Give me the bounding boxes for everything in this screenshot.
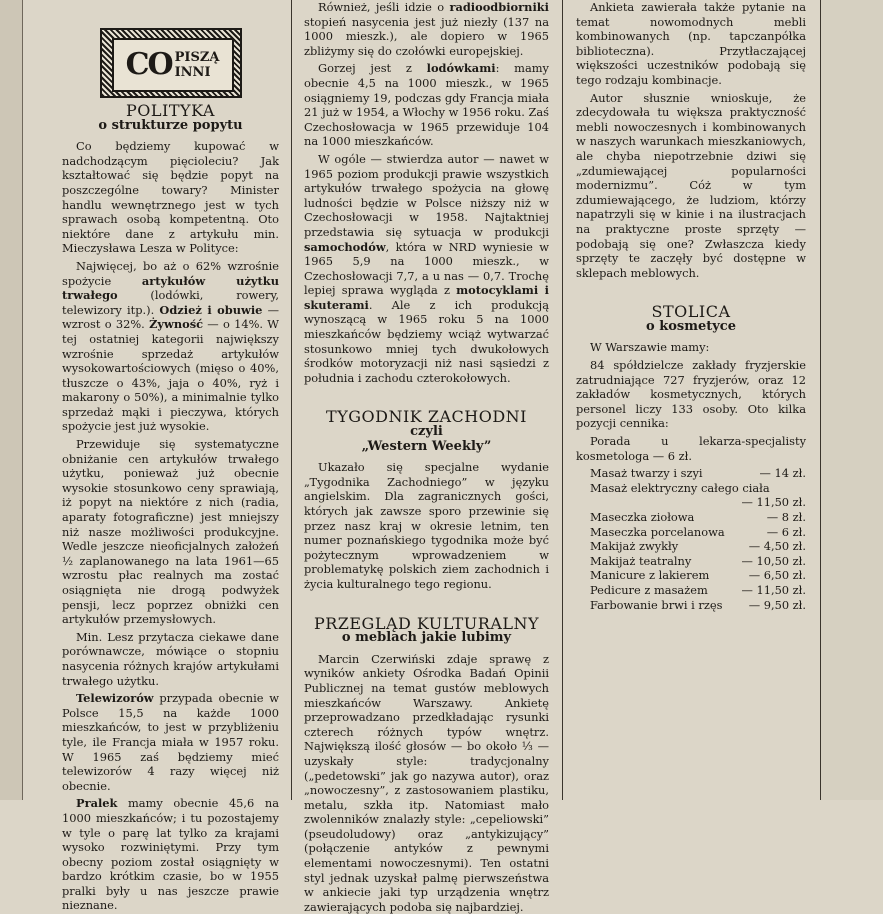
paragraph: Przewiduje się systematyczne obniżanie cen artykułów trwałego użytku, ponieważ już obecnie wysokie stosunkowo ceny sprawiają, iż popyt na niektóre z nich (radia, aparaty fotograficzne) jest mniejszy niż nasze możliwości produkcyjne. Wedle jeszcze nieoficjalnych założeń ½ zaplanowanego na lata 1961—65 wzrostu płac realnych ma zostać osiągnięta nie drogą podwyżek pensji, lecz poprzez obniżki cen artykułów przemysłowych. [62, 437, 279, 627]
paragraph: W ogóle — stwierdza autor — nawet w 1965 poziom produkcji prawie wszystkich artykułów trwałego spożycia na głowę ludności będzie w Polsce niższy niż w Czechosłowacji w 1958. Najtaktniej przedstawia się sytuacja w produkcji samochodów, która w NRD wyniesie w 1965 5,9 na 1000 mieszk., w Czechosłowacji 7,7, a u nas — 0,7. Trochę lepiej sprawa wygląda z motocyklami i skuterami. Ale z ich produkcją wynoszącą w 1965 roku 5 na 1000 mieszkańców będziemy wciąż wytwarzać stosunkowo mniej tych dwukołowych środków motoryzacji niż nasi sąsiedzi z południa i zachodu czterokołowych. [304, 151, 549, 385]
price-row [576, 539, 806, 554]
price-value: — 11,50 zł. [741, 582, 806, 597]
paragraph: Porada u lekarza-specjalisty kosmetologa — 6 zł. [576, 434, 806, 463]
price-item: Masaż elektryczny całego ciała [590, 480, 770, 495]
section-title-polityka: POLITYKA [126, 101, 215, 120]
paragraph: Co będziemy kupować w nadchodzącym pięcioleciu? Jak kształtować się będzie popyt na poszczególne towary? Minister handlu wewnętrznego jest w tych sprawach osobą kompetentną. Oto niektóre dane z artykułu min. Mieczysława Lesza w Polityce: [62, 139, 279, 256]
price-row [576, 481, 806, 496]
section-subtitle-polityka: o strukturze popytu [98, 117, 243, 133]
paragraph: Gorzej jest z lodówkami: mamy obecnie 4,5 na 1000 mieszk., w 1965 osiągniemy 19, podczas gdy Francja miała 21 już w 1954, a Włochy w 1956 roku. Zaś Czechosłowacja w 1965 przewiduje 104 na 1000 mieszkańców. [304, 61, 549, 149]
paragraph: Pralek mamy obecnie 45,6 na 1000 mieszkańców; i tu pozostajemy w tyle o parę lat tylko za krajami wysoko rozwiniętymi. Przy tym obecny poziom został osiągnięty w bardzo krótkim czasie, bo w 1955 pralki były u nas jeszcze prawie nieznane. [62, 796, 279, 913]
price-item: Farbowanie brwi i rzęs [590, 597, 723, 612]
price-value: — 8 zł. [766, 510, 806, 524]
price-value: — 11,50 zł. [741, 495, 806, 510]
paragraph: 84 spółdzielcze zakłady fryzjerskie zatrudniające 727 fryzjerów, oraz 12 zakładów kosmetycznych, których personel liczy 133 osoby. Oto kilka pozycji cennika: [576, 358, 806, 431]
paragraph: Telewizorów przypada obecnie w Polsce 15,5 na każde 1000 mieszkańców, to jest w przybliżeniu tyle, ile Francja miała w 1957 roku. W 1965 zaś będziemy mieć telewizorów 4 razy więcej niż obecnie. [62, 691, 279, 793]
price-value: — 6,50 zł. [748, 568, 806, 583]
page-margin-right [821, 0, 883, 800]
price-row [576, 510, 806, 525]
paragraph: Ukazało się specjalne wydanie „Tygodnika Zachodniego” w języku angielskim. Dla zagranicznych gości, których jak zawsze sporo przewinie się przez nasz kraj w okresie letnim, ten numer poznańskiego tygodnika może być pożytecznym wprowadzeniem w problematykę polskich ziem zachodnich i życia kulturalnego tego regionu. [304, 460, 549, 591]
logo-co: CO [125, 46, 172, 82]
paragraph: Marcin Czerwiński zdaje sprawę z wyników ankiety Ośrodka Badań Opinii Publicznej na temat gustów meblowych mieszkańców Warszawy. Ankietę przeprowadzano przedkładając rysunki czterech różnych typów wnętrz. Największą ilość głosów — bo około ⅓ — uzyskały style: tradycjonalny („pedetowski” jak go nazywa autor), oraz „nowoczesny”, z zastosowaniem plastiku, metalu, szkła itp. Natomiast mało zwolenników znalazły style: „cepeliowski” (pseudoludowy) oraz „antykizujący” (połączenie antyków z pewnymi elementami nowoczesnymi). Ten ostatni styl jednak uzyskał palmę pierwszeństwa w ankiecie jaki typ urządzenia wnętrz zawierających podoba się najbardziej. [304, 651, 549, 914]
price-item: Pedicure z masażem [590, 582, 708, 597]
price-list [576, 466, 806, 612]
price-item: Manicure z lakierem [590, 568, 710, 583]
price-value: — 9,50 zł. [748, 597, 806, 612]
price-value: — 10,50 zł. [741, 553, 806, 568]
paragraph: Min. Lesz przytacza ciekawe dane porównawcze, mówiące o stopniu nasycenia różnych krajów artykułami trwałego użytku. [62, 629, 279, 688]
logo-pisza: PISZĄ [174, 50, 220, 65]
section-subtitle-tygodnik: czyli [410, 424, 443, 440]
section-subtitle-przeglad: o meblach jakie lubimy [341, 630, 512, 646]
logo-inni: INNI [174, 65, 211, 80]
margin-rule [22, 0, 23, 800]
price-row [576, 598, 806, 613]
price-item: Maseczka porcelanowa [590, 524, 725, 539]
paragraph: W Warszawie mamy: [590, 340, 710, 355]
column-1 [62, 0, 279, 913]
co-pisza-inni-logo [100, 28, 242, 98]
price-value: — 14 zł. [759, 466, 806, 481]
price-row [576, 495, 806, 510]
price-item [576, 495, 590, 510]
price-row [576, 525, 806, 540]
price-row [576, 554, 806, 569]
section-subtitle-western-weekly: „Western Weekly” [361, 438, 492, 454]
price-item: Masaż twarzy i szyi [590, 466, 703, 481]
price-item: Maseczka ziołowa [590, 510, 695, 524]
column-rule-2 [562, 0, 563, 800]
column-rule-3 [820, 0, 821, 800]
price-item: Makijaż teatralny [590, 553, 692, 568]
section-title-stolica: STOLICA [651, 302, 731, 322]
page-margin-left [0, 0, 22, 800]
paragraph: Najwięcej, bo aż o 62% wzrośnie spożycie artykułów użytku trwałego (lodówki, rowery, telewizory itp.). Odzież i obuwie — wzrost o 32%. Żywność — o 14%. W tej ostatniej kategorii największy wzrośnie sprzedaż artykułów wysokowartościowych (mięso o 40%, tłuszcze o 43%, jaja o 40%, ryż i makarony o 50%), a minimalnie tylko sprzedaż mąki i pieczywa, których spożycie jest już wysokie. [62, 258, 279, 434]
section-title-tygodnik: TYGODNIK ZACHODNI [326, 407, 527, 427]
price-row [576, 466, 806, 481]
price-value: — 6 zł. [766, 524, 806, 539]
column-2 [304, 0, 549, 914]
section-subtitle-stolica: o kosmetyce [646, 318, 736, 334]
paragraph: Ankieta zawierała także pytanie na temat nowomodnych mebli kombinowanych (np. tapczanpółka biblioteczna). Przytłaczającej większości uczestników podobają się tego rodzaju kombinacje. [576, 0, 806, 87]
column-3 [576, 0, 806, 800]
section-title-przeglad: PRZEGLĄD KULTURALNY [313, 613, 540, 633]
paragraph: Autor słusznie wnioskuje, że zdecydowała tu większa praktyczność mebli nowoczesnych i kombinowanych w naszych warunkach mieszkaniowych, ale chyba niepotrzebnie dziwi się „zdumiewającej popularności modernizmu”. Cóż w tym zdumiewającego, że ludziom, którzy napatrzyli się w kinie i na ilustracjach na praktyczne proste sprzęty — podobają się one? Zwłaszcza kiedy sprzęty te zaczęły być dostępne w sklepach meblowych. [576, 90, 806, 280]
price-value: — 4,50 zł. [748, 539, 806, 554]
price-row [576, 568, 806, 583]
paragraph: Również, jeśli idzie o radioodbiorniki stopień nasycenia jest już niezły (137 na 1000 mieszk.), ale dopiero w 1965 zbliżymy się do czołówki europejskiej. [304, 0, 549, 58]
price-item: Makijaż zwykły [590, 539, 679, 554]
column-rule-1 [291, 0, 292, 800]
price-row [576, 583, 806, 598]
